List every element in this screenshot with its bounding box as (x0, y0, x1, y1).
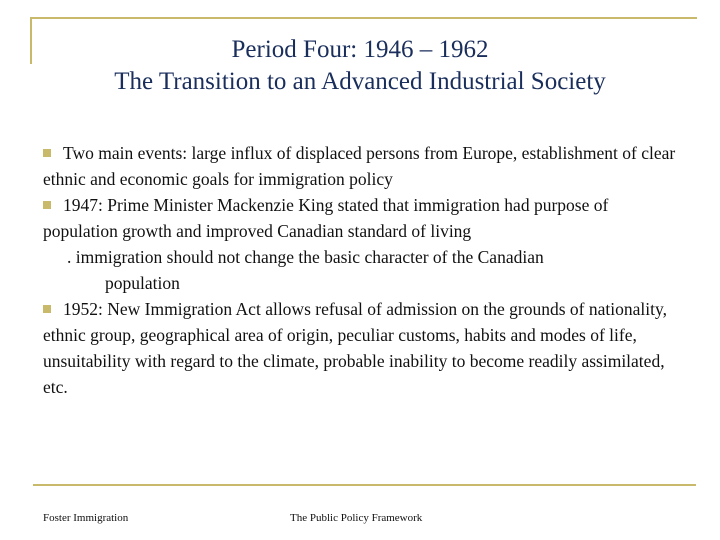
footer-center-text: The Public Policy Framework (290, 512, 423, 524)
bullet-text-3: 1952: New Immigration Act allows refusal of admission on the grounds of nationality, ethnic group, geographical area of origin, peculiar customs, habits and modes of life, unsuitability with regard to the climate, probable inability to become readily assimilated, etc. (43, 299, 667, 397)
bullet-item-2 (43, 192, 683, 244)
sub-point-line-2: population (105, 273, 180, 293)
slide-title (40, 34, 680, 98)
bullet-item-1 (43, 140, 683, 192)
top-rule (30, 17, 697, 19)
footer-left-text: Foster Immigration (43, 512, 129, 524)
left-rule (30, 17, 32, 64)
title-line-1: Period Four: 1946 – 1962 (231, 36, 489, 63)
bullet-text-2: 1947: Prime Minister Mackenzie King stated that immigration had purpose of population growth and improved Canadian standard of living (43, 195, 609, 241)
title-line-2: The Transition to an Advanced Industrial Society (114, 68, 606, 95)
sub-point (43, 244, 683, 296)
square-bullet-icon (43, 305, 51, 313)
sub-point-line-1: . immigration should not change the basic character of the Canadian (67, 247, 544, 267)
bullet-item-3 (43, 296, 683, 400)
bullet-text-1: Two main events: large influx of displaced persons from Europe, establishment of clear ethnic and economic goals for immigration policy (43, 143, 676, 189)
slide-body (43, 140, 683, 400)
square-bullet-icon (43, 201, 51, 209)
bottom-rule (33, 484, 696, 486)
square-bullet-icon (43, 149, 51, 157)
